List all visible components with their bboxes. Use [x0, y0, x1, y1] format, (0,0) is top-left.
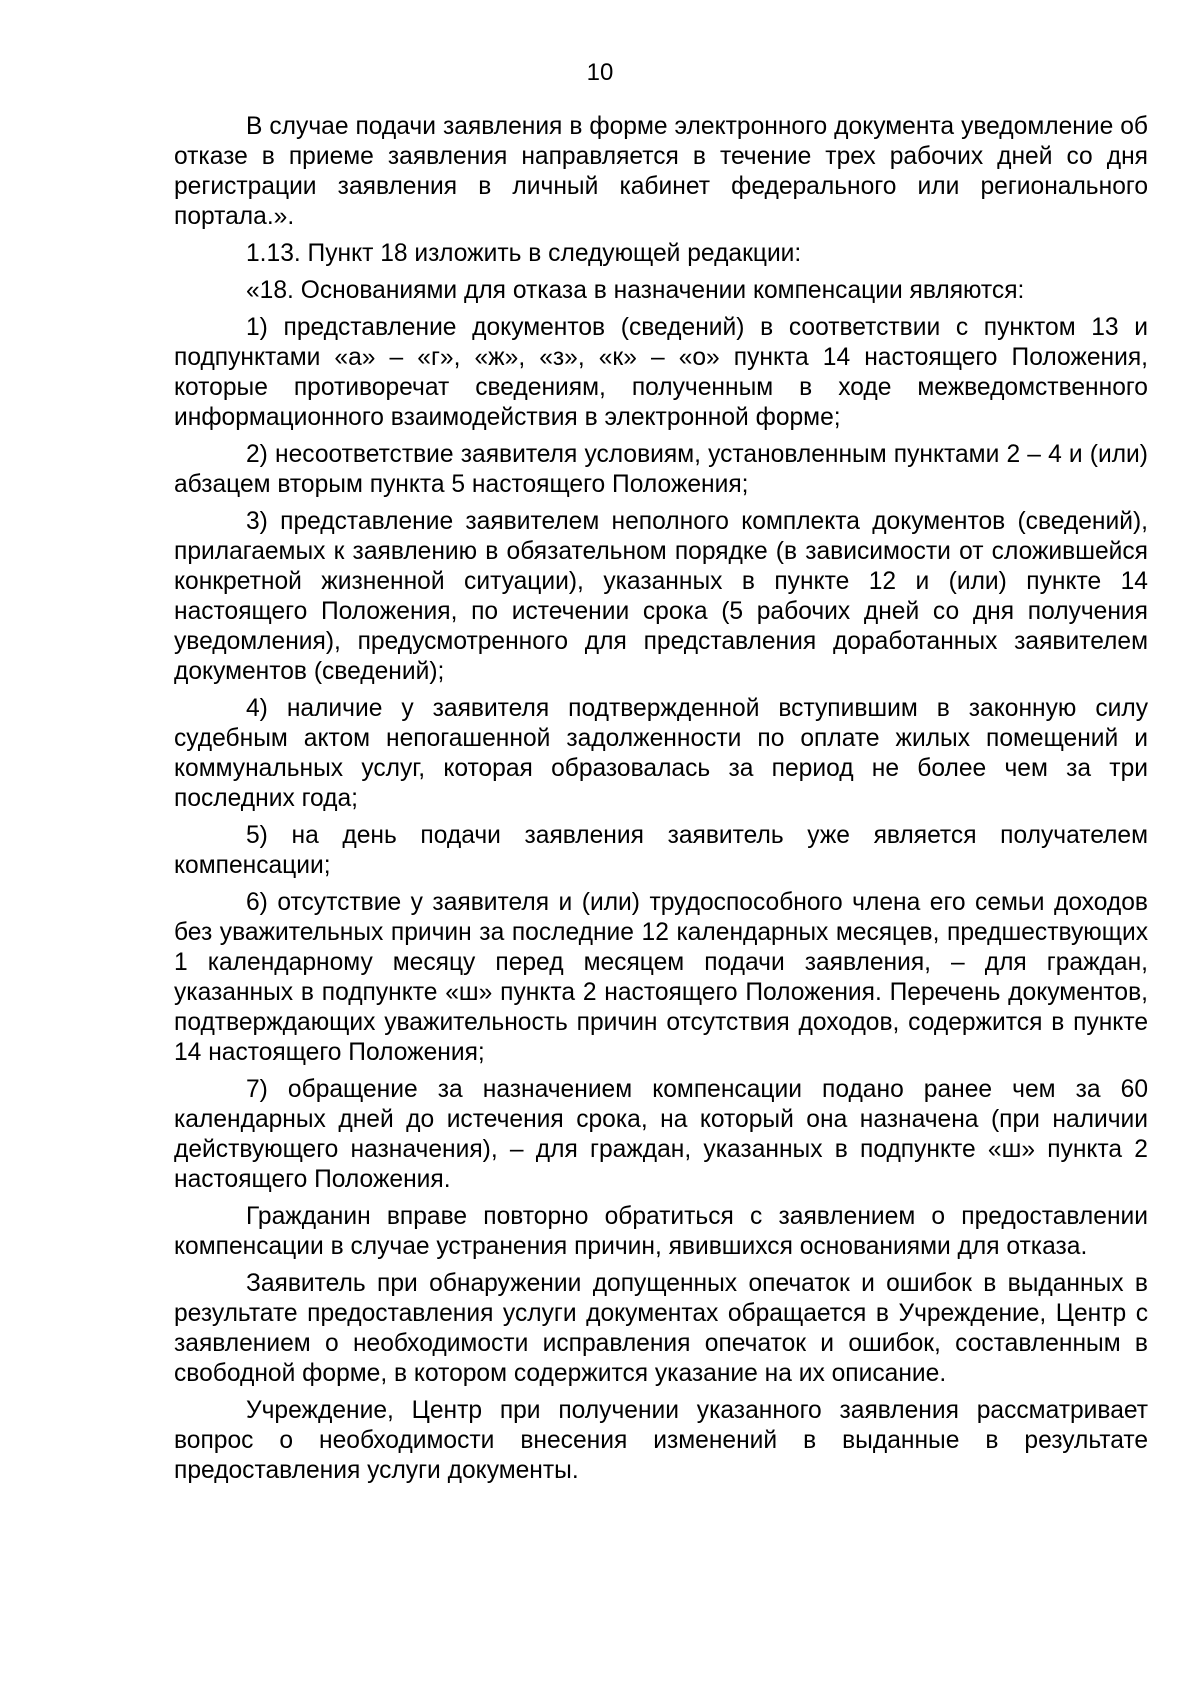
- paragraph-ground-4: 4) наличие у заявителя подтвержденной вступившим в законную силу судебным актом непогашенной задолженности по оплате жилых помещений и коммунальных услуг, которая образовалась за период не более чем за три последних года;: [174, 695, 1148, 812]
- document-body: [174, 112, 1148, 1493]
- paragraph-refusal-notice: В случае подачи заявления в форме электронного документа уведомление об отказе в приеме заявления направляется в течение трех рабочих дней со дня регистрации заявления в личный кабинет федерального или регионального портала.».: [174, 113, 1148, 230]
- paragraph-repeat-application: Гражданин вправе повторно обратиться с заявлением о предоставлении компенсации в случае устранения причин, явившихся основаниями для отказа.: [174, 1203, 1148, 1260]
- paragraph-typo-correction: Заявитель при обнаружении допущенных опечаток и ошибок в выданных в результате предоставления услуги документах обращается в Учреждение, Центр с заявлением о необходимости исправления опечаток и ошибок, составленным в свободной форме, в котором содержится указание на их описание.: [174, 1270, 1148, 1387]
- paragraph-refusal-grounds-intro: «18. Основаниями для отказа в назначении компенсации являются:: [246, 277, 1025, 304]
- paragraph-ground-1: 1) представление документов (сведений) в соответствии с пунктом 13 и подпунктами «а» – «г», «ж», «з», «к» – «о» пункта 14 настоящего Положения, которые противоречат сведениям, полученным в ходе межведомственного информационного взаимодействия в электронной форме;: [174, 314, 1148, 431]
- page-number: 10: [586, 59, 614, 86]
- paragraph-institution-review: Учреждение, Центр при получении указанного заявления рассматривает вопрос о необходимости внесения изменений в выданные в результате предоставления услуги документы.: [174, 1397, 1148, 1484]
- paragraph-ground-3: 3) представление заявителем неполного комплекта документов (сведений), прилагаемых к заявлению в обязательном порядке (в зависимости от сложившейся конкретной жизненной ситуации), указанных в пункте 12 и (или) пункте 14 настоящего Положения, по истечении срока (5 рабочих дней со дня получения уведомления), предусмотренного для представления доработанных заявителем документов (сведений);: [174, 508, 1148, 685]
- paragraph-ground-2: 2) несоответствие заявителя условиям, установленным пунктами 2 – 4 и (или) абзацем вторым пункта 5 настоящего Положения;: [174, 441, 1148, 498]
- paragraph-ground-6: 6) отсутствие у заявителя и (или) трудоспособного члена его семьи доходов без уважительных причин за последние 12 календарных месяцев, предшествующих 1 календарному месяцу перед месяцем подачи заявления, – для граждан, указанных в подпункте «ш» пункта 2 настоящего Положения. Перечень документов, подтверждающих уважительность причин отсутствия доходов, содержится в пункте 14 настоящего Положения;: [174, 889, 1148, 1066]
- paragraph-ground-7: 7) обращение за назначением компенсации подано ранее чем за 60 календарных дней до истечения срока, на который она назначена (при наличии действующего назначения), – для граждан, указанных в подпункте «ш» пункта 2 настоящего Положения.: [174, 1076, 1148, 1193]
- paragraph-ground-5: 5) на день подачи заявления заявитель уже является получателем компенсации;: [174, 822, 1148, 879]
- paragraph-amendment-1-13: 1.13. Пункт 18 изложить в следующей редакции:: [246, 240, 802, 267]
